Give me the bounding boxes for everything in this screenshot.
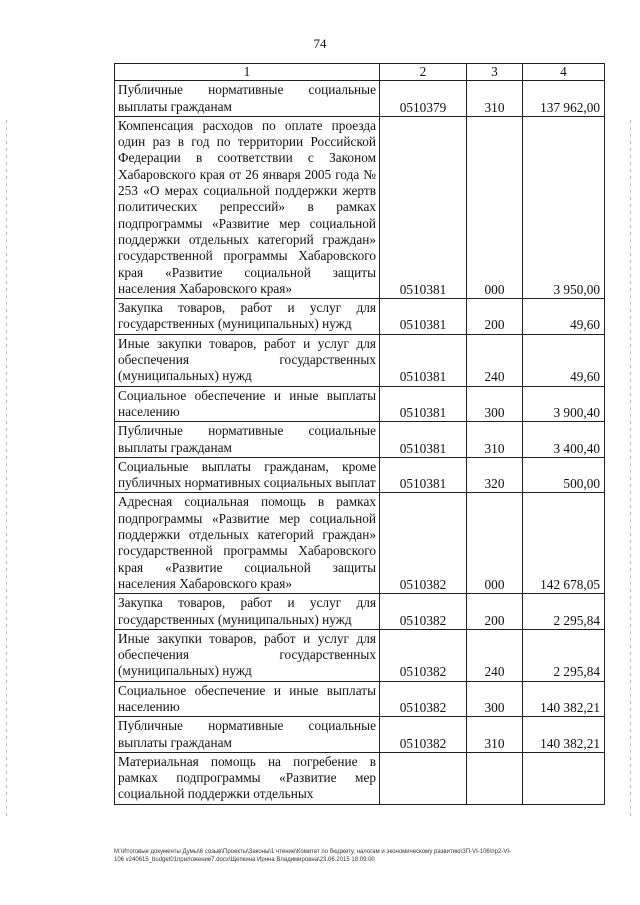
row-amount: 49,60 xyxy=(523,334,605,386)
row-amount: 140 382,21 xyxy=(523,717,605,753)
row-description: Материальная помощь на погребение в рамках подпрограммы «Развитие мер социальной поддержки отдельных xyxy=(115,752,380,804)
row-expense-type: 320 xyxy=(467,457,523,493)
row-amount: 3 950,00 xyxy=(523,116,605,298)
row-expense-type: 240 xyxy=(467,334,523,386)
row-expense-type: 300 xyxy=(467,681,523,717)
row-expense-type: 310 xyxy=(467,81,523,117)
table-row xyxy=(115,386,605,422)
page-number: 74 xyxy=(313,36,327,51)
row-code: 0510382 xyxy=(380,681,467,717)
row-amount: 3 900,40 xyxy=(523,386,605,422)
row-expense-type: 200 xyxy=(467,594,523,630)
budget-table xyxy=(114,63,605,805)
header-row xyxy=(115,64,605,81)
row-amount: 142 678,05 xyxy=(523,493,605,594)
row-amount: 2 295,84 xyxy=(523,629,605,681)
row-expense-type: 300 xyxy=(467,386,523,422)
row-code: 0510382 xyxy=(380,493,467,594)
row-amount xyxy=(523,752,605,804)
row-description: Иные закупки товаров, работ и услуг для обеспечения государственных (муниципальных) нужд xyxy=(115,334,380,386)
row-code xyxy=(380,752,467,804)
table-row xyxy=(115,334,605,386)
table-row xyxy=(115,493,605,594)
row-description: Адресная социальная помощь в рамках подпрограммы «Развитие мер социальной поддержки отдельных категорий граждан» государственной программы Хабаровского края «Развитие социальной защиты населения Хабаровского края» xyxy=(115,493,380,594)
row-expense-type: 200 xyxy=(467,299,523,335)
row-description: Социальное обеспечение и иные выплаты населению xyxy=(115,681,380,717)
header-col-4: 4 xyxy=(523,64,605,81)
row-amount: 2 295,84 xyxy=(523,594,605,630)
table-row xyxy=(115,681,605,717)
footer-line-2: 106 v240615_budget01приложение7.docx\Щепкина Ирина Владимировна\23.06.2015 18:09:00 xyxy=(114,857,375,863)
row-description: Закупка товаров, работ и услуг для государственных (муниципальных) нужд xyxy=(115,594,380,630)
row-amount: 49,60 xyxy=(523,299,605,335)
table-row xyxy=(115,629,605,681)
row-expense-type: 310 xyxy=(467,422,523,458)
row-description: Социальные выплаты гражданам, кроме публичных нормативных социальных выплат xyxy=(115,457,380,493)
table-row xyxy=(115,81,605,117)
row-expense-type: 000 xyxy=(467,493,523,594)
table-row xyxy=(115,116,605,298)
row-description: Компенсация расходов по оплате проезда один раз в год по территории Российской Федерации в соответствии с Законом Хабаровского края от 26 января 2005 года № 253 «О мерах социальной поддержки жертв политических репрессий» в рамках подпрограммы «Развитие мер социальной поддержки отдельных категорий граждан» государственной программы Хабаровского края «Развитие социальной защиты населения Хабаровского края» xyxy=(115,116,380,298)
row-code: 0510381 xyxy=(380,299,467,335)
row-description: Публичные нормативные социальные выплаты гражданам xyxy=(115,422,380,458)
row-description: Социальное обеспечение и иные выплаты населению xyxy=(115,386,380,422)
header-col-2: 2 xyxy=(380,64,467,81)
table-row xyxy=(115,422,605,458)
row-code: 0510381 xyxy=(380,386,467,422)
footer-line-1: М:\Итоговые документы Думы\6 созыв\Проекты\Законы\1 чтение\Комитет по бюджету, налогам и экономическому развитию\ЗП-VI-106\пр2-VI- xyxy=(114,849,512,855)
row-code: 0510382 xyxy=(380,717,467,753)
row-amount: 140 382,21 xyxy=(523,681,605,717)
header-col-1: 1 xyxy=(115,64,380,81)
row-amount: 500,00 xyxy=(523,457,605,493)
file-path-footer xyxy=(114,848,614,864)
row-amount: 137 962,00 xyxy=(523,81,605,117)
row-expense-type: 000 xyxy=(467,116,523,298)
row-expense-type xyxy=(467,752,523,804)
row-code: 0510382 xyxy=(380,629,467,681)
row-code: 0510379 xyxy=(380,81,467,117)
table-row xyxy=(115,752,605,804)
row-expense-type: 310 xyxy=(467,717,523,753)
table-row xyxy=(115,457,605,493)
row-code: 0510381 xyxy=(380,422,467,458)
row-description: Публичные нормативные социальные выплаты гражданам xyxy=(115,717,380,753)
left-margin-mark xyxy=(6,120,7,820)
row-code: 0510381 xyxy=(380,116,467,298)
header-col-3: 3 xyxy=(467,64,523,81)
row-description: Иные закупки товаров, работ и услуг для обеспечения государственных (муниципальных) нужд xyxy=(115,629,380,681)
table-row xyxy=(115,717,605,753)
row-amount: 3 400,40 xyxy=(523,422,605,458)
row-code: 0510381 xyxy=(380,334,467,386)
row-description: Закупка товаров, работ и услуг для государственных (муниципальных) нужд xyxy=(115,299,380,335)
row-code: 0510381 xyxy=(380,457,467,493)
row-code: 0510382 xyxy=(380,594,467,630)
right-margin-mark xyxy=(630,120,631,820)
row-expense-type: 240 xyxy=(467,629,523,681)
row-description: Публичные нормативные социальные выплаты гражданам xyxy=(115,81,380,117)
table-row xyxy=(115,594,605,630)
table-row xyxy=(115,299,605,335)
